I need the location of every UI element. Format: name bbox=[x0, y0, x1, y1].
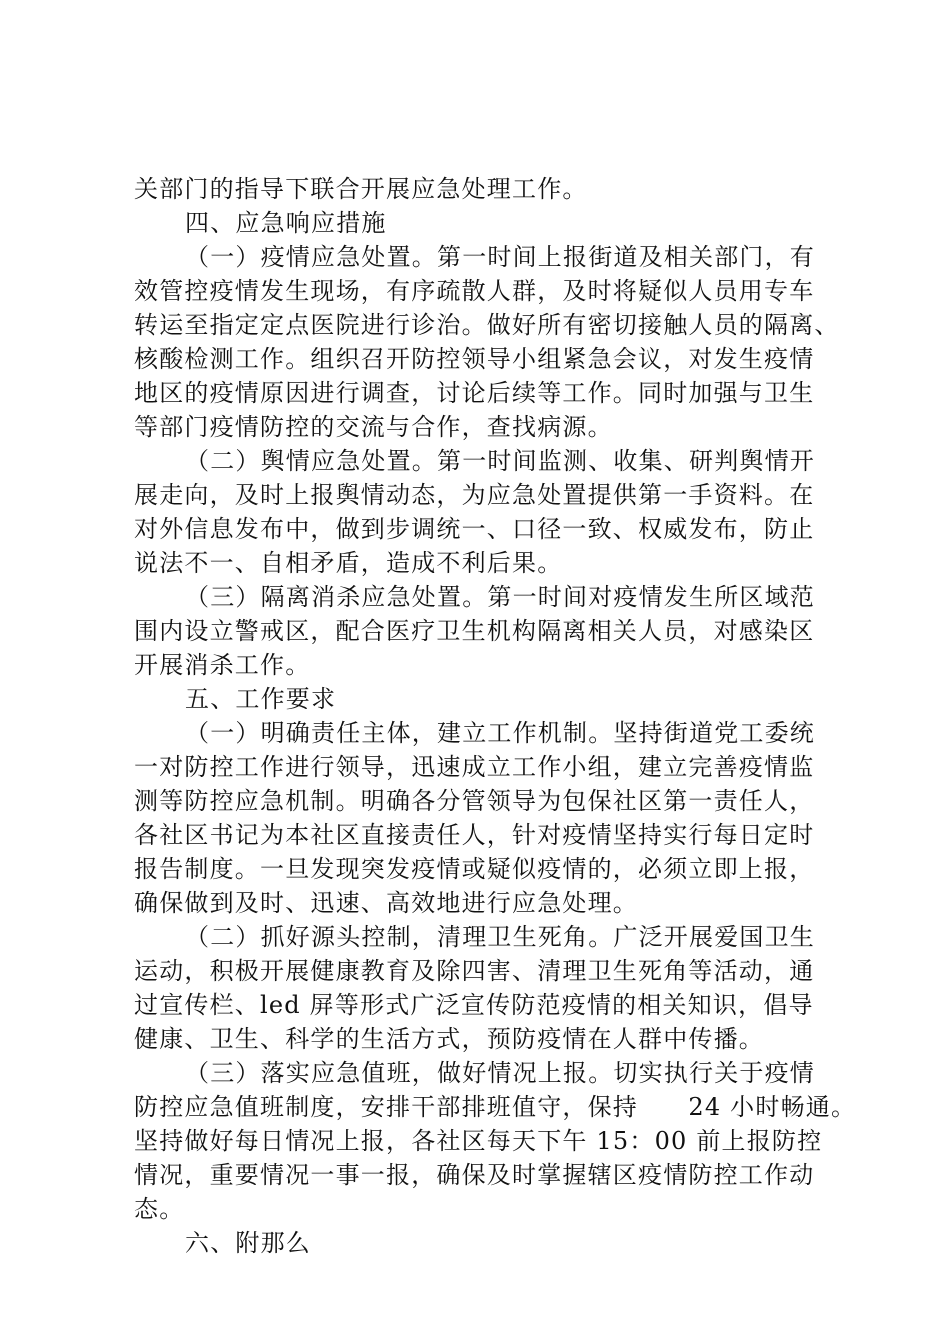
paragraph-line: 一对防控工作进行领导，迅速成立工作小组，建立完善疫情监 bbox=[134, 753, 815, 781]
paragraph-line: 坚持做好每日情况上报，各社区每天下午 15：00 前上报防控 bbox=[134, 1127, 823, 1155]
paragraph-line: 态。 bbox=[134, 1195, 185, 1223]
section-heading: 五、工作要求 bbox=[185, 685, 337, 713]
paragraph-line: （二）舆情应急处置。第一时间监测、收集、研判舆情开 bbox=[185, 447, 815, 475]
paragraph-line: 核酸检测工作。组织召开防控领导小组紧急会议，对发生疫情 bbox=[134, 345, 815, 373]
paragraph-line: 报告制度。一旦发现突发疫情或疑似疫情的，必须立即上报， bbox=[134, 855, 815, 883]
paragraph-line: 确保做到及时、迅速、高效地进行应急处理。 bbox=[134, 889, 638, 917]
paragraph-line: 测等防控应急机制。明确各分管领导为包保社区第一责任人， bbox=[134, 787, 815, 815]
section-heading: 六、附那么 bbox=[185, 1229, 311, 1257]
paragraph-line: 各社区书记为本社区直接责任人，针对疫情坚持实行每日定时 bbox=[134, 821, 815, 849]
paragraph-line: 运动，积极开展健康教育及除四害、清理卫生死角等活动，通 bbox=[134, 957, 815, 985]
paragraph-line: 关部门的指导下联合开展应急处理工作。 bbox=[134, 175, 588, 203]
paragraph-line: 转运至指定定点医院进行诊治。做好所有密切接触人员的隔离、 bbox=[134, 311, 840, 339]
paragraph-line: （一）明确责任主体，建立工作机制。坚持街道党工委统 bbox=[185, 719, 815, 747]
paragraph-line: 防控应急值班制度，安排干部排班值守，保持 24 小时畅通。 bbox=[134, 1093, 857, 1121]
paragraph-line: 说法不一、自相矛盾，造成不利后果。 bbox=[134, 549, 563, 577]
paragraph-line: （三）隔离消杀应急处置。第一时间对疫情发生所区域范 bbox=[185, 583, 815, 611]
paragraph-line: （二）抓好源头控制，清理卫生死角。广泛开展爱国卫生 bbox=[185, 923, 815, 951]
paragraph-line: 过宣传栏、led 屏等形式广泛宣传防范疫情的相关知识，倡导 bbox=[134, 991, 814, 1019]
paragraph-line: 地区的疫情原因进行调查，讨论后续等工作。同时加强与卫生 bbox=[134, 379, 815, 407]
paragraph-line: 效管控疫情发生现场，有序疏散人群，及时将疑似人员用专车 bbox=[134, 277, 815, 305]
paragraph-line: 开展消杀工作。 bbox=[134, 651, 311, 679]
paragraph-line: （一）疫情应急处置。第一时间上报街道及相关部门，有 bbox=[185, 243, 815, 271]
paragraph-line: 等部门疫情防控的交流与合作，查找病源。 bbox=[134, 413, 613, 441]
paragraph-line: 围内设立警戒区，配合医疗卫生机构隔离相关人员，对感染区 bbox=[134, 617, 815, 645]
paragraph-line: 展走向，及时上报舆情动态，为应急处置提供第一手资料。在 bbox=[134, 481, 815, 509]
paragraph-line: （三）落实应急值班，做好情况上报。切实执行关于疫情 bbox=[185, 1059, 815, 1087]
paragraph-line: 情况，重要情况一事一报，确保及时掌握辖区疫情防控工作动 bbox=[134, 1161, 815, 1189]
paragraph-line: 健康、卫生、科学的生活方式，预防疫情在人群中传播。 bbox=[134, 1025, 764, 1053]
paragraph-line: 对外信息发布中，做到步调统一、口径一致、权威发布，防止 bbox=[134, 515, 815, 543]
section-heading: 四、应急响应措施 bbox=[185, 209, 387, 237]
